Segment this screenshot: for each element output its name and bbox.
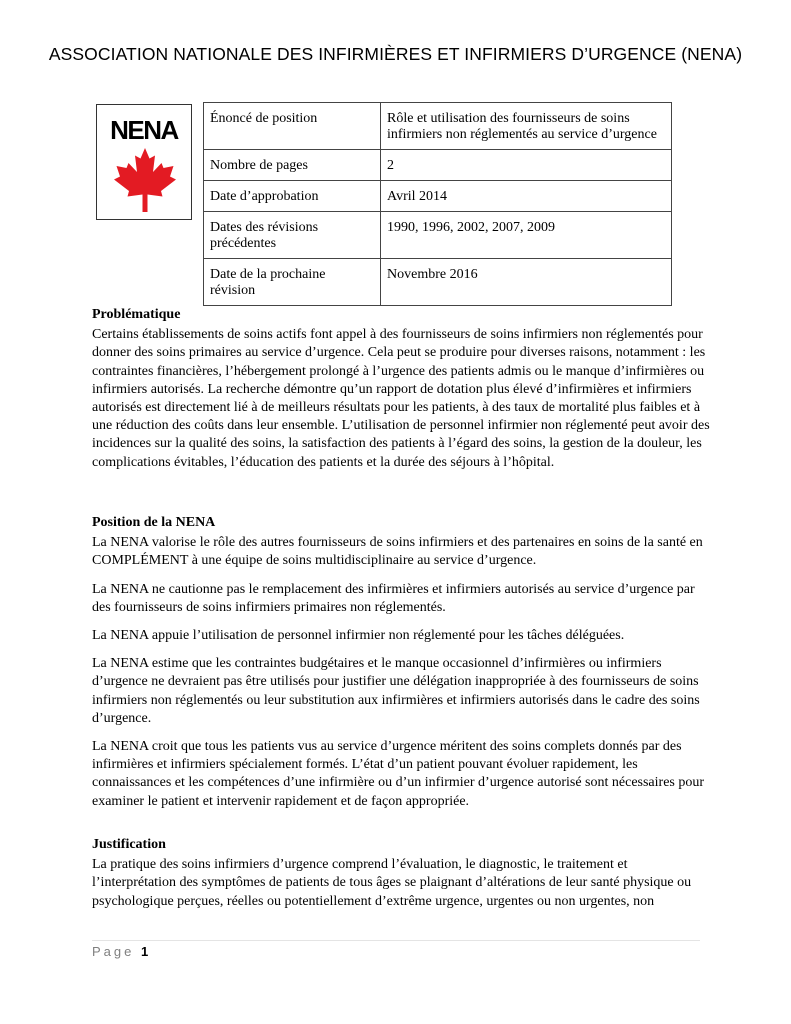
section-position (92, 514, 712, 811)
table-row (204, 181, 672, 212)
section-body: Certains établissements de soins actifs font appel à des fournisseurs de soins infirmiers non réglementés pour donner des soins primaires au service d’urgence. Cela peut se produire pour diverses raisons, notamment : les contraintes financières, l’hébergement prolongé à l’urgence des patients admis ou le manque d’infirmières ou infirmiers autorisés. La recherche démontre qu’un rapport de dotation plus élevé d’infirmières et infirmiers autorisés est directement lié à de meilleurs résultats pour les patients, à des taux de mortalité plus faibles et à une réduction des coûts dans leur ensemble. L’utilisation de personnel infirmier non réglementé peut avoir des incidences sur la qualité des soins, la satisfaction des patients à l’égard des soins, la gestion de la douleur, les complications évitables, l’éducation des patients et la durée des séjours à l’hôpital. (92, 327, 710, 470)
table-value: 1990, 1996, 2002, 2007, 2009 (381, 212, 672, 259)
section-heading: Position de la NENA (92, 515, 216, 530)
section-heading: Problématique (92, 307, 181, 322)
table-value: Rôle et utilisation des fournisseurs de soins infirmiers non réglementés au service d’urgence (381, 103, 672, 150)
table-label: Dates des révisions précédentes (204, 212, 381, 259)
section-justification (92, 836, 712, 911)
paragraph: La NENA croit que tous les patients vus au service d’urgence méritent des soins complets donnés par des infirmières et infirmiers spécialement formés. L’état d’un patient pouvant évoluer rapidement, les connaissances et les compétences d’une infirmière ou d’un infirmier d’urgence autorisé sont nécessaires pour examiner le patient et intervenir rapidement et de façon appropriée. (92, 739, 705, 809)
paragraph: La NENA appuie l’utilisation de personnel infirmier non réglementé pour les tâches déléguées. (92, 628, 625, 644)
paragraph: La NENA ne cautionne pas le remplacement des infirmières et infirmiers autorisés au service d’urgence par des fournisseurs de soins infirmiers primaires non réglementés. (92, 581, 695, 615)
paragraph: La NENA valorise le rôle des autres fournisseurs de soins infirmiers et des partenaires en soins de la santé en COMPLÉMENT à une équipe de soins multidisciplinaire au service d’urgence. (92, 535, 703, 569)
page-label: Page (92, 944, 135, 959)
logo-text: NENA (110, 115, 178, 145)
section-body: La pratique des soins infirmiers d’urgence comprend l’évaluation, le diagnostic, le traitement et l’interprétation des symptômes de patients de tous âges se plaignant d’altérations de leur santé physique ou psychologique perçues, réelles ou potentiellement d’extrême urgence, urgentes ou non urgentes, non (92, 857, 692, 909)
position-info-table (203, 102, 672, 306)
table-row (204, 212, 672, 259)
document-header-title: ASSOCIATION NATIONALE DES INFIRMIÈRES ET INFIRMIERS D’URGENCE (NENA) (48, 44, 743, 64)
table-label: Date d’approbation (204, 181, 381, 212)
page-footer (92, 944, 148, 959)
page-number: 1 (141, 944, 149, 959)
section-heading: Justification (92, 837, 166, 852)
paragraph: La NENA estime que les contraintes budgétaires et le manque occasionnel d’infirmières ou infirmiers d’urgence ne devraient pas être utilisés pour justifier une délégation inappropriée à des fournisseurs de soins infirmiers non réglementés ou leur substitution aux infirmières et infirmiers autorisés dans le cadre des soins d’urgence. (92, 656, 700, 726)
table-row (204, 259, 672, 306)
nena-logo (96, 104, 192, 220)
table-label: Date de la prochaine révision (204, 259, 381, 306)
table-value: 2 (381, 150, 672, 181)
maple-leaf-icon (110, 147, 180, 213)
table-label: Nombre de pages (204, 150, 381, 181)
table-row (204, 103, 672, 150)
table-row (204, 150, 672, 181)
table-value: Avril 2014 (381, 181, 672, 212)
table-value: Novembre 2016 (381, 259, 672, 306)
table-label: Énoncé de position (204, 103, 381, 150)
footer-divider (92, 940, 700, 941)
section-problematique (92, 306, 712, 472)
